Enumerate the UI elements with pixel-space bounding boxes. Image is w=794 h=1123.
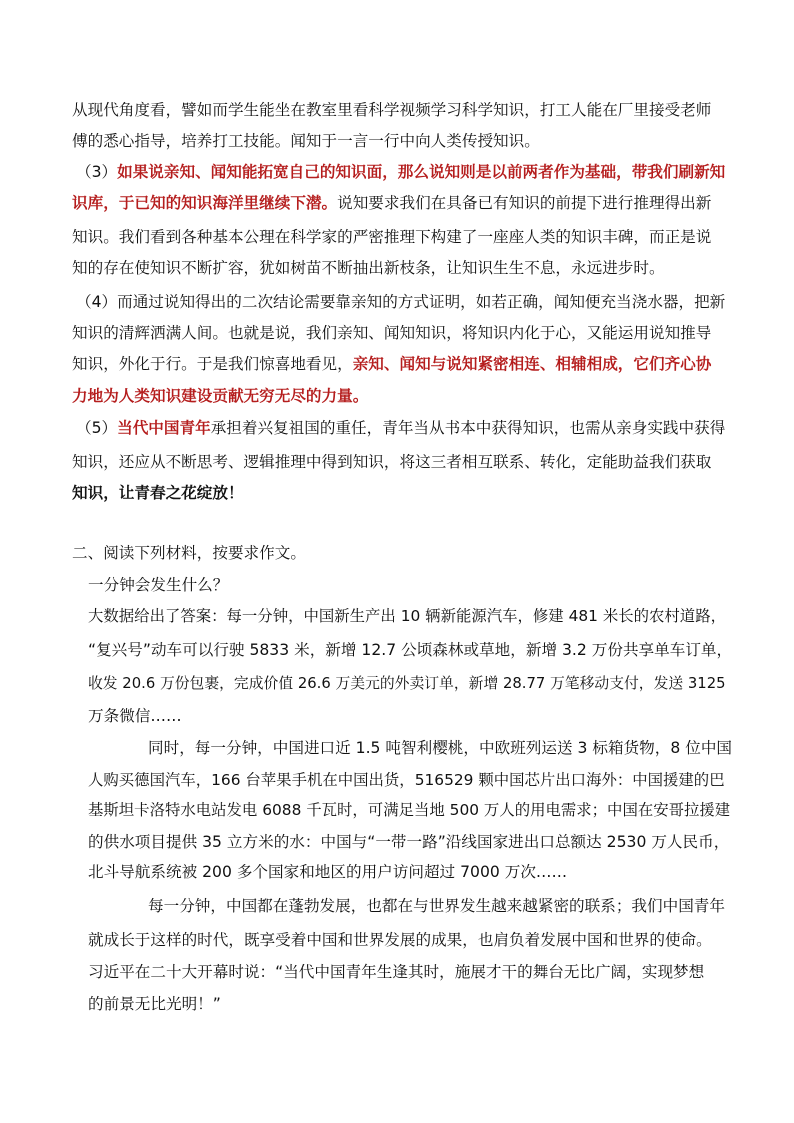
text-line: 北斗导航系统被 200 多个国家和地区的用户访问超过 7000 万次…… bbox=[88, 863, 568, 881]
text-line: 从现代角度看，譬如而学生能坐在教室里看科学视频学习科学知识，打工人能在厂里接受老师 bbox=[72, 101, 712, 119]
text-line: 同时，每一分钟，中国进口近 1.5 吨智利樱桃，中欧班列运送 3 标箱货物，8 位中国 bbox=[148, 739, 733, 757]
paragraph-marker: （5） bbox=[76, 419, 118, 437]
highlight-text: 力地为人类知识建设贡献无穷无尽的力量。 bbox=[72, 387, 369, 405]
text-line: 知识，还应从不断思考、逻辑推理中得到知识，将这三者相互联系、转化，定能助益我们获取 bbox=[72, 453, 712, 471]
paragraph-3-line-2 bbox=[72, 193, 711, 213]
text-span: 承担着兴复祖国的重任，青年当从书本中获得知识，也需从亲身实践中获得 bbox=[210, 419, 726, 437]
text-line: 知识，让青春之花绽放！ bbox=[72, 484, 244, 502]
highlight-text: 如果说亲知、闻知能拓宽自己的知识面，那么说知则是以前两者作为基础，带我们刷新知 bbox=[117, 163, 726, 181]
text-line: 收发 20.6 万份包裹，完成价值 26.6 万美元的外卖订单，新增 28.77 万笔移动支付，发送 3125 bbox=[88, 675, 726, 692]
paragraph-5-line-1 bbox=[76, 418, 725, 438]
text-span: 知识，外化于行。于是我们惊喜地看见， bbox=[72, 355, 353, 373]
text-line: 知的存在使知识不断扩容，犹如树苗不断抽出新枝条，让知识生生不息，永远进步时。 bbox=[72, 259, 665, 277]
text-line: 知识的清辉洒满人间。也就是说，我们亲知、闻知知识，将知识内化于心，又能运用说知推导 bbox=[72, 324, 712, 342]
text-line: 就成长于这样的时代，既享受着中国和世界发展的成果，也肩负着发展中国和世界的使命。 bbox=[88, 931, 712, 949]
paragraph-4-line-3 bbox=[72, 354, 711, 374]
text-line: 大数据给出了答案：每一分钟，中国新生产出 10 辆新能源汽车，修建 481 米长的农村道路， bbox=[88, 607, 726, 625]
paragraph-marker: （3） bbox=[76, 163, 118, 181]
paragraph-3-line-1 bbox=[76, 162, 725, 182]
text-line: 人购买德国汽车，166 台苹果手机在中国出货，516529 颗中国芯片出口海外：中国援建的巴 bbox=[88, 771, 725, 789]
text-line: 的前景无比光明！” bbox=[88, 995, 221, 1013]
highlight-text: 亲知、闻知与说知紧密相连、相辅相成，它们齐心协 bbox=[352, 355, 712, 373]
highlight-text: 当代中国青年 bbox=[117, 419, 211, 437]
text-line: 知识。我们看到各种基本公理在科学家的严密推理下构建了一座座人类的知识丰碑，而正是说 bbox=[72, 228, 712, 246]
question-line: 一分钟会发生什么？ bbox=[88, 576, 229, 594]
text-line: 傅的悉心指导，培养打工技能。闻知于一言一行中向人类传授知识。 bbox=[72, 132, 540, 150]
text-line: 基斯坦卡洛特水电站发电 6088 千瓦时，可满足当地 500 万人的用电需求；中国在安哥拉援建 bbox=[88, 801, 731, 819]
text-line: 每一分钟，中国都在蓬勃发展，也都在与世界发生越来越紧密的联系；我们中国青年 bbox=[148, 897, 725, 915]
text-line: （4）而通过说知得出的二次结论需要靠亲知的方式证明，如若正确，闻知便充当浇水器，把新 bbox=[76, 293, 726, 311]
text-line: 万条微信…… bbox=[88, 707, 182, 725]
text-line: “复兴号”动车可以行驶 5833 米，新增 12.7 公顷森林或草地，新增 3.2 万份共享单车订单， bbox=[88, 641, 733, 659]
text-line: 习近平在二十大开幕时说：“当代中国青年生逢其时，施展才干的舞台无比广阔，实现梦想 bbox=[88, 963, 705, 981]
highlight-text: 识库，于已知的知识海洋里继续下潜。 bbox=[72, 194, 338, 212]
text-line: 的供水项目提供 35 立方米的水：中国与“一带一路”沿线国家进出口总额达 2530 万人民币， bbox=[88, 833, 730, 851]
text-span: 说知要求我们在具备已有知识的前提下进行推理得出新 bbox=[337, 194, 712, 212]
section-heading: 二、阅读下列材料，按要求作文。 bbox=[72, 544, 306, 562]
